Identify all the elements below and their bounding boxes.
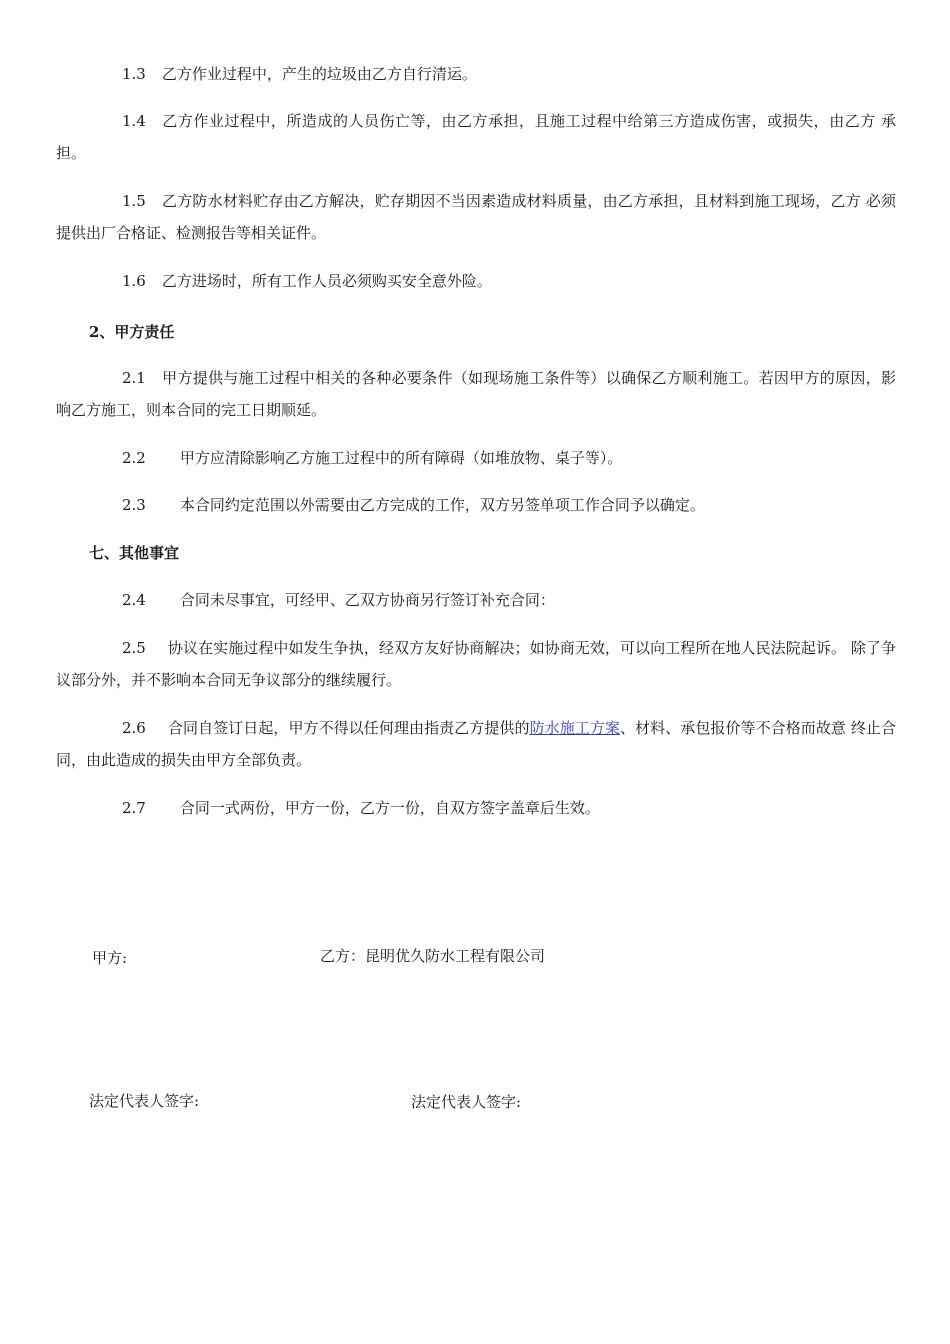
clause-number: 2.2 xyxy=(122,449,146,467)
heading-other-matters: 七、其他事宜 xyxy=(89,544,180,562)
clause-number: 1.4 xyxy=(122,112,146,130)
clause-text: 乙方防水材料贮存由乙方解决，贮存期因不当因素造成材料质量，由乙方承担，且材料到施工现场，乙方 必须提供出厂合格证、检测报告等相关证件。 xyxy=(56,192,896,242)
clause-1-4 xyxy=(56,105,896,169)
clause-text: 乙方进场时，所有工作人员必须购买安全意外险。 xyxy=(161,272,492,290)
party-b-representative-label: 法定代表人签字: xyxy=(411,1093,522,1111)
clause-number: 2.1 xyxy=(122,369,146,387)
clause-text: 乙方作业过程中，产生的垃圾由乙方自行清运。 xyxy=(161,65,477,83)
clause-number: 2.5 xyxy=(122,639,146,657)
clause-2-3 xyxy=(56,489,896,521)
clause-2-1 xyxy=(56,362,896,426)
clause-2-6 xyxy=(56,712,896,776)
clause-text: 、材料、承包报价等不合格而故意 终止合同，由此造成的损失由甲方全部负责。 xyxy=(56,719,896,769)
heading-party-a-duties: 2、甲方责任 xyxy=(89,323,175,341)
clause-text: 甲方提供与施工过程中相关的各种必要条件（如现场施工条件等）以确保乙方顺利施工。若因甲方的原因，影响乙方施工，则本合同的完工日期顺延。 xyxy=(56,369,896,419)
clause-2-7 xyxy=(56,792,896,824)
clause-2-4 xyxy=(56,584,896,616)
clause-number: 2.4 xyxy=(122,591,146,609)
waterproof-plan-link[interactable]: 防水施工方案 xyxy=(529,719,620,737)
clause-number: 1.5 xyxy=(122,192,146,210)
clause-text: 合同未尽事宜，可经甲、乙双方协商另行签订补充合同： xyxy=(179,591,555,609)
clause-text: 合同一式两份，甲方一份，乙方一份，自双方签字盖章后生效。 xyxy=(179,799,600,817)
clause-text: 甲方应清除影响乙方施工过程中的所有障碍（如堆放物、桌子等）。 xyxy=(179,449,623,467)
clause-number: 2.6 xyxy=(122,719,146,737)
clause-1-3 xyxy=(56,58,896,90)
clause-1-5 xyxy=(56,185,896,249)
clause-number: 2.3 xyxy=(122,496,146,514)
clause-text: 乙方作业过程中，所造成的人员伤亡等，由乙方承担，且施工过程中给第三方造成伤害，或损失，由乙方 承担。 xyxy=(56,112,896,162)
clause-number: 1.6 xyxy=(122,272,146,290)
clause-1-6 xyxy=(56,265,896,297)
clause-number: 1.3 xyxy=(122,65,146,83)
party-b-label: 乙方：昆明优久防水工程有限公司 xyxy=(320,947,546,965)
clause-text: 合同自签订日起，甲方不得以任何理由指责乙方提供的 xyxy=(167,719,530,737)
clause-number: 2.7 xyxy=(122,799,146,817)
clause-2-2 xyxy=(56,442,896,474)
clause-text: 协议在实施过程中如发生争执，经双方友好协商解决；如协商无效，可以向工程所在地人民法院起诉。 除了争议部分外，并不影响本合同无争议部分的继续履行。 xyxy=(56,639,896,689)
party-a-representative-label: 法定代表人签字: xyxy=(89,1092,200,1110)
clause-text: 本合同约定范围以外需要由乙方完成的工作，双方另签单项工作合同予以确定。 xyxy=(179,496,705,514)
clause-2-5 xyxy=(56,632,896,696)
party-a-label: 甲方: xyxy=(92,949,128,967)
